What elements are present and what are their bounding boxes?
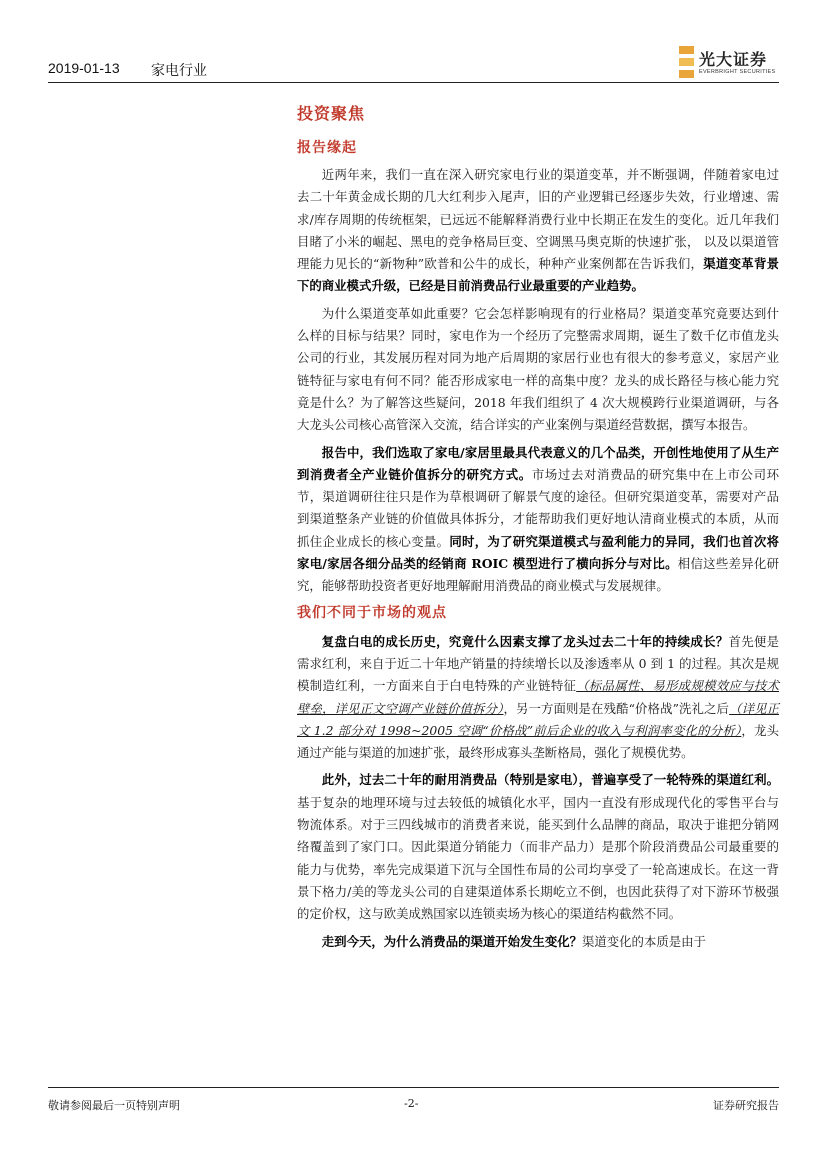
paragraph [297,631,779,765]
body-text: 相信这些差异化研究，能够帮助投资者更好地理解耐用消费品的商业模式与发展规律。 [297,556,780,594]
body-text: 基于复杂的地理环境与过去较低的城镇化水平，国内一直没有形成现代化的零售平台与物流体系。对于三四线城市的消费者来说，能买到什么品牌的商品，取决于谁把分销网络覆盖到了家门口。因此渠道分销能力（而非产品力）是那个阶段消费品公司最重要的能力与优势，率先完成渠道下沉与全国性布局的公司均享受了一轮高速成长。在这一背景下格力/美的等龙头公司的自建渠道体系长期屹立不倒，也因此获得了对下游环节极强的定价权，这与欧美成熟国家以连锁卖场为核心的渠道结构截然不同。 [297,794,779,922]
paragraph [297,303,779,437]
bold-text: 同时，为了研究渠道模式与盈利能力的异同，我们也首次将家电/家居各细分品类的经销商 ROIC 模型进行了横向拆分与对比。 [297,533,780,572]
body-text: 近两年来，我们一直在深入研究家电行业的渠道变革，并不断强调，伴随着家电过去二十年黄金成长期的几大红利步入尾声，旧的产业逻辑已经逐步失效，行业增速、需求/库存周期的传统框架，已远远不能解释消费行业中长期正在发生的变化。近几年我们目睹了小米的崛起、黑电的竞争格局巨变、空调黑马奥克斯的快速扩张， 以及以渠道管理能力见长的“新物种”欧普和公牛的成长，种种产业案例都在告诉我们， [297,167,779,272]
main-content [297,92,779,958]
body-text: 渠道变化的本质是由于 [582,933,706,949]
paragraph [297,769,779,925]
paragraph [297,931,779,953]
header-divider [48,82,779,83]
bold-text: 走到今天，为什么消费品的渠道开始发生变化？ [321,933,582,949]
subsection-title-views: 我们不同于市场的观点 [297,604,447,621]
underlined-note: （标品属性、易形成规模效应与技术壁垒，详见正文空调产业链价值拆分） [297,678,780,716]
paragraph [297,164,779,298]
body-text: ，另一方面则是在残酷“价格战”洗礼之后 [503,700,730,716]
underlined-note: （详见正文 1.2 部分对 1998~2005 空调“价格战”前后企业的收入与利润率变化的分析） [297,700,780,738]
industry-label: 家电行业 [151,63,207,79]
section-title: 投资聚焦 [297,104,366,123]
body-text: 首先便是需求红利，来自于近二十年地产销量的持续增长以及渗透率从 0 到 1 的过程。其次是规模制造红利，一方面来自于白电特殊的产业链特征 [297,633,780,694]
bold-text: 报告中，我们选取了家电/家居里最具代表意义的几个品类，开创性地使用了从生产到消费者全产业链价值拆分的研究方式。 [297,444,779,482]
page-number: -2- [404,1097,419,1110]
logo-mark-icon [679,46,694,78]
body-text: 市场过去对消费品的研究集中在上市公司环节，渠道调研往往只是作为草根调研了解景气度的途径。但研究渠道变革，需要对产品到渠道整条产业链的价值做具体拆分，才能帮助我们更好地认清商业模式的本质，从而抓住企业成长的核心变量。 [297,466,780,549]
logo-name-en: EVERBRIGHT SECURITIES [699,69,776,75]
brand-logo [679,46,779,80]
bold-text: 复盘白电的成长历史，究竟什么因素支撑了龙头过去二十年的持续成长？ [321,633,729,649]
bold-text: 渠道变革背景下的商业模式升级，已经是目前消费品行业最重要的产业趋势。 [297,256,780,294]
paragraph [297,442,779,598]
bold-text: 此外，过去二十年的耐用消费品（特别是家电），普遍享受了一轮特殊的渠道红利。 [321,772,779,788]
logo-name-cn: 光大证券 [699,50,768,69]
page-header [48,44,779,82]
disclaimer-note: 敬请参阅最后一页特别声明 [48,1099,180,1112]
report-date: 2019-01-13 [48,60,120,76]
body-text: 为什么渠道变革如此重要？它会怎样影响现有的行业格局？渠道变革究竟要达到什么样的目标与结果？同时，家电作为一个经历了完整需求周期，诞生了数千亿市值龙头公司的行业，其发展历程对同为地产后周期的家居行业也有很大的参考意义，家居产业链特征与家电有何不同？能否形成家电一样的高集中度？龙头的成长路径与核心能力究竟是什么？为了解答这些疑问，2018 年我们组织了 4 次大规模跨行业渠道调研，与各大龙头公司核心高管深入交流，结合详实的产业案例与渠道经营数据，撰写本报告。 [297,305,779,433]
body-text: ，龙头通过产能与渠道的加速扩张，最终形成寡头垄断格局，强化了规模优势。 [297,722,779,761]
subsection-title-origin: 报告缘起 [297,140,357,156]
report-type: 证券研究报告 [713,1099,779,1112]
footer-divider [48,1087,779,1088]
